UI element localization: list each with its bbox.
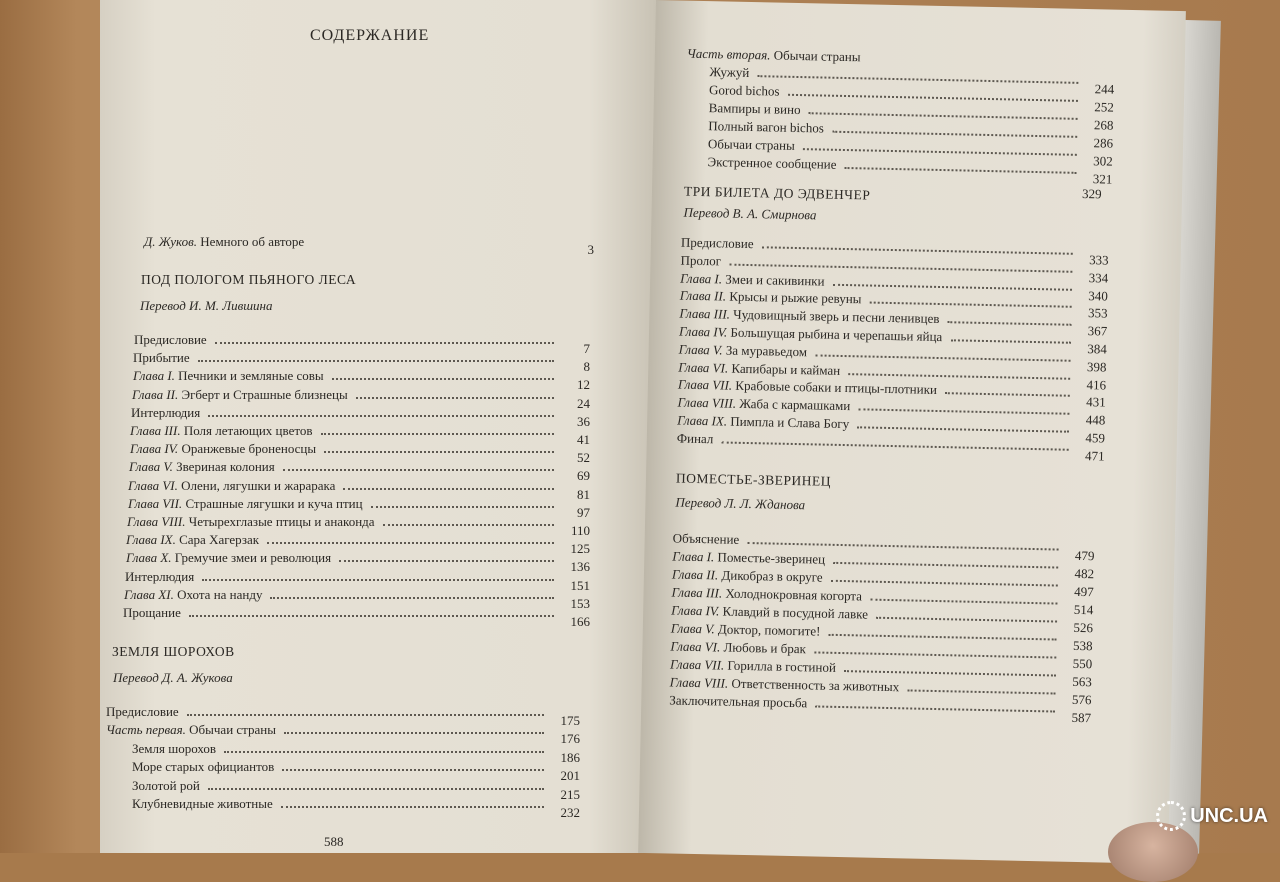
chapter-title: Экстренное сообщение [707, 154, 837, 172]
page-ref: 215 [560, 786, 580, 802]
page-ref: 538 [1072, 637, 1093, 654]
toc-entry-label [132, 796, 273, 811]
toc-entry [126, 531, 590, 557]
intro-author: Д. Жуков. [144, 234, 198, 249]
chapter-title: Интерлюдия [131, 404, 201, 420]
dot-leader [332, 378, 554, 380]
dot-leader [267, 542, 554, 544]
chapter-title: Прибытие [133, 350, 190, 366]
chapter-title: Обычаи страны [707, 136, 795, 153]
toc-entry [128, 477, 590, 502]
chapter-title: Вампиры и вино [708, 100, 801, 118]
toc-entry-label [677, 413, 849, 432]
chapter-title: Дикобраз в округе [721, 567, 823, 585]
toc-entry-label [671, 584, 862, 603]
chapter-prefix: Глава I. [680, 270, 723, 287]
dot-leader [858, 409, 1069, 415]
chapter-title: Крысы и рыжие ревуны [729, 288, 862, 307]
toc-entry [133, 367, 590, 393]
chapter-title: Предисловие [106, 704, 179, 719]
dot-leader [803, 148, 1077, 156]
dot-leader [283, 469, 554, 471]
toc-entry-label [132, 741, 216, 756]
page-ref: 321 [1092, 171, 1113, 187]
chapter-title: Золотой рой [132, 777, 200, 793]
toc-entry-label [708, 136, 795, 153]
page-ref: 12 [577, 377, 590, 393]
toc-entry [132, 795, 580, 820]
page-ref: 333 [1089, 252, 1109, 268]
dot-leader [833, 562, 1058, 569]
chapter-title: Страшные лягушки и куча птиц [185, 495, 363, 511]
left-page [100, 0, 656, 853]
chapter-prefix: Глава V. [678, 341, 723, 358]
page-ref: 576 [1071, 691, 1092, 708]
dot-leader [829, 634, 1057, 641]
page-number: 588 [324, 834, 344, 849]
toc-entry-label [670, 638, 806, 656]
toc-entry [131, 404, 590, 429]
dot-leader [284, 732, 544, 734]
page-ref: 563 [1072, 673, 1092, 690]
toc-entry-label [669, 692, 807, 710]
chapter-title: Гремучие змеи и революция [174, 550, 332, 566]
dot-leader [950, 339, 1070, 344]
dot-leader [187, 714, 544, 716]
page-ref: 334 [1088, 269, 1109, 286]
toc-entry [123, 604, 590, 629]
section-heading-2: ЗЕМЛЯ ШОРОХОВ [112, 644, 235, 659]
chapter-prefix: Глава IV. [130, 441, 179, 457]
chapter-prefix: Глава V. [670, 620, 715, 637]
section-heading-1: ПОД ПОЛОГОМ ПЬЯНОГО ЛЕСА [141, 272, 357, 287]
dot-leader [383, 524, 554, 526]
dot-leader [722, 441, 1069, 450]
toc-entry-intro [144, 233, 594, 257]
dot-leader [876, 617, 1057, 623]
toc-entry-label [671, 602, 868, 621]
section-heading-3: ТРИ БИЛЕТА ДО ЭДВЕНЧЕР [683, 183, 871, 203]
part2-title: Обычаи страны [773, 47, 861, 65]
page-ref: 367 [1087, 323, 1108, 339]
page-ref: 514 [1073, 601, 1094, 618]
toc-entry-label [709, 64, 749, 80]
page-ref: 302 [1093, 153, 1113, 169]
section-translator-2: Перевод Д. А. Жукова [113, 670, 233, 685]
dot-leader [832, 131, 1077, 138]
dot-leader [270, 597, 554, 599]
chapter-title: Доктор, помогите! [717, 621, 821, 639]
dot-leader [857, 426, 1069, 432]
chapter-prefix: Глава XI. [124, 586, 174, 602]
toc-entry-label [680, 270, 825, 288]
chapter-prefix: Глава IX. [126, 532, 176, 548]
page-ref: 353 [1087, 305, 1108, 321]
chapter-prefix: Глава I. [133, 368, 175, 384]
chapter-prefix: Глава VI. [670, 638, 721, 655]
dot-leader [788, 94, 1078, 102]
page-ref: 153 [570, 595, 590, 611]
toc-entry-label [131, 405, 200, 420]
chapter-title: Горилла в гостиной [727, 657, 837, 675]
toc-entry [106, 721, 580, 747]
dot-leader [815, 354, 1070, 361]
chapter-prefix: Глава II. [132, 386, 179, 402]
chapter-prefix: Глава III. [679, 305, 731, 322]
chapter-title: Прощание [123, 605, 181, 620]
page-title: СОДЕРЖАНИЕ [310, 27, 430, 44]
chapter-prefix: Глава VII. [128, 495, 183, 511]
chapter-title: Земля шорохов [132, 740, 217, 756]
page-ref: 398 [1086, 358, 1107, 375]
toc-entry-label [677, 430, 714, 446]
chapter-prefix: Глава III. [671, 584, 723, 601]
page-ref: 201 [560, 768, 580, 784]
toc-entry-label [707, 154, 836, 172]
toc-entry-label [678, 359, 840, 377]
watermark-text: UNC.UA [1190, 804, 1268, 827]
page-ref: 448 [1085, 412, 1106, 428]
page-ref: 175 [560, 713, 580, 728]
dot-leader [948, 321, 1072, 326]
toc-entry-label [132, 759, 274, 774]
dot-leader [833, 283, 1072, 290]
dot-leader [809, 112, 1078, 120]
page-ref: 471 [1084, 447, 1105, 464]
chapter-title: Полный вагон bichos [708, 118, 825, 136]
toc-entry-label [127, 514, 375, 529]
page-ref: 244 [1094, 81, 1115, 97]
toc-entry-label [672, 548, 825, 566]
toc-entry-label [133, 350, 190, 365]
chapter-title: Клавдий в посудной лавке [722, 603, 869, 622]
toc-entry [132, 758, 580, 784]
dot-leader [339, 560, 554, 562]
toc-entry-label [709, 100, 801, 117]
chapter-title: Жаба с кармашками [739, 396, 851, 414]
chapter-title: Заключительная просьба [669, 692, 808, 711]
chapter-prefix: Часть первая. [106, 722, 186, 738]
page-ref: 69 [577, 468, 590, 484]
chapter-prefix: Глава VIII. [669, 674, 729, 691]
page-ref: 36 [577, 413, 590, 429]
chapter-prefix: Глава II. [679, 287, 727, 304]
chapter-title: Четырехглазые птицы и анаконда [188, 514, 375, 529]
part2-prefix: Часть вторая. [686, 45, 771, 63]
toc-entry [132, 386, 590, 411]
chapter-title: Холоднокровная когорта [725, 585, 863, 604]
toc-entry [126, 549, 590, 575]
page-ref: 8 [583, 359, 590, 375]
chapter-title: Оранжевые броненосцы [181, 441, 317, 457]
toc-entry-label [126, 532, 259, 547]
toc-entry-label [106, 722, 276, 737]
chapter-title: Предисловие [680, 234, 754, 252]
dot-leader [189, 615, 554, 617]
chapter-title: Эгберт и Страшные близнецы [181, 386, 348, 402]
dot-leader [281, 806, 544, 808]
toc-entry [133, 349, 590, 375]
toc-entry [127, 513, 590, 538]
toc-entry-label [672, 566, 823, 584]
toc-entry-label [130, 423, 313, 438]
chapter-title: Предисловие [134, 332, 207, 347]
toc-entry [124, 586, 590, 611]
section-translator-3: Перевод В. А. Смирнова [683, 204, 817, 223]
page-ref: 286 [1093, 135, 1114, 151]
toc-entry [125, 568, 590, 593]
chapter-title: Пимпла и Слава Богу [730, 413, 850, 432]
toc-entry [128, 495, 590, 520]
toc-entry-label [708, 118, 824, 135]
chapter-prefix: Глава V. [129, 459, 173, 475]
dot-leader [343, 488, 554, 490]
toc-entry-label [128, 478, 335, 493]
chapter-title: Олени, лягушки и жарарака [181, 477, 336, 493]
thumb [1108, 822, 1198, 882]
page-ref: 416 [1086, 376, 1107, 393]
sun-logo-icon [1156, 801, 1186, 831]
dot-leader [844, 670, 1056, 676]
page-ref: 110 [570, 523, 590, 538]
toc-entry-label [679, 341, 808, 359]
chapter-title: Пролог [680, 252, 722, 269]
page-ref: 384 [1087, 341, 1107, 357]
section-translator-1: Перевод И. М. Лившина [140, 298, 273, 313]
toc-entry-label [134, 332, 207, 347]
dot-leader [907, 689, 1055, 694]
page-ref: 431 [1086, 394, 1106, 410]
toc-entry-label [132, 387, 348, 402]
chapter-title: За муравьедом [725, 342, 808, 360]
toc-entry-label [673, 530, 740, 546]
toc-entry-label [130, 441, 316, 456]
page-ref: 482 [1074, 565, 1095, 582]
page-ref: 268 [1093, 117, 1114, 133]
toc-entry [132, 777, 580, 802]
toc-entry-label [106, 704, 179, 719]
chapter-title: Капибары и кайман [731, 360, 841, 378]
toc-entry-label [681, 235, 754, 252]
dot-leader [321, 433, 555, 435]
page-ref: 3 [587, 242, 594, 257]
page-ref: 252 [1094, 99, 1115, 115]
page-ref: 136 [570, 559, 590, 575]
page-ref: 550 [1072, 655, 1093, 672]
page-ref: 81 [577, 486, 590, 502]
chapter-title: Обычаи страны [189, 722, 276, 738]
chapter-prefix: Глава VIII. [677, 394, 737, 411]
chapter-title: Клубневидные животные [132, 796, 273, 811]
page-ref: 340 [1088, 287, 1109, 304]
toc-entry-label [129, 459, 275, 474]
dot-leader [208, 415, 554, 417]
chapter-prefix: Глава VI. [678, 359, 729, 376]
section-translator-4: Перевод Л. Л. Жданова [675, 494, 806, 513]
chapter-prefix: Глава X. [126, 550, 172, 566]
chapter-prefix: Глава I. [672, 548, 715, 565]
toc-entry-label [123, 605, 181, 620]
right-page [638, 0, 1186, 864]
chapter-prefix: Глава II. [671, 566, 719, 583]
dot-leader [282, 769, 544, 771]
chapter-title: Море старых официантов [132, 759, 275, 775]
page-ref: 329 [1081, 185, 1102, 202]
dot-leader [848, 373, 1070, 380]
chapter-title: Чудовищный зверь и песни ленивцев [733, 306, 940, 327]
toc-entry [129, 458, 590, 484]
page-ref: 459 [1085, 430, 1106, 446]
dot-leader [815, 705, 1055, 712]
chapter-title: Крабовые собаки и птицы-плотники [735, 378, 938, 398]
toc-entry-label [133, 368, 324, 383]
dot-leader [870, 599, 1057, 605]
chapter-title: Сара Хагерзак [179, 532, 260, 548]
page-ref: 166 [570, 614, 590, 629]
dot-leader [845, 167, 1077, 174]
chapter-title: Большущая рыбина и черепашьи яйца [730, 324, 943, 345]
page-ref: 52 [577, 450, 590, 466]
dot-leader [356, 397, 554, 399]
toc-entry-label [670, 656, 836, 674]
toc-entry-label [709, 82, 780, 98]
toc-entry-label [132, 778, 200, 793]
chapter-title: Финал [676, 430, 714, 447]
dot-leader [324, 451, 554, 453]
chapter-title: Поля летающих цветов [183, 423, 313, 438]
chapter-prefix: Глава VII. [669, 656, 725, 673]
dot-leader [831, 580, 1058, 587]
toc-entry-label [125, 569, 194, 584]
chapter-title: Gorod bichos [708, 82, 780, 99]
chapter-prefix: Глава III. [130, 423, 181, 438]
chapter-prefix: Глава VIII. [127, 514, 186, 529]
toc-entry [106, 703, 580, 728]
chapter-prefix: Глава IX. [677, 412, 728, 429]
toc-entry-label [671, 620, 821, 638]
dot-leader [208, 788, 544, 790]
page-ref: 526 [1073, 619, 1094, 636]
chapter-title: Интерлюдия [125, 568, 195, 584]
chapter-title: Звериная колония [176, 459, 275, 475]
dot-leader [202, 579, 554, 581]
toc-entry [134, 331, 590, 356]
page-ref: 176 [560, 731, 580, 747]
chapter-title: Змеи и сакивинки [725, 271, 825, 289]
chapter-title: Жужуй [709, 64, 750, 80]
chapter-prefix: Глава IV. [671, 602, 720, 619]
chapter-title: Любовь и брак [723, 639, 807, 657]
chapter-prefix: Глава VI. [128, 477, 178, 493]
page-ref: 41 [577, 432, 590, 447]
chapter-title: Печники и земляные совы [178, 368, 324, 384]
toc-entry-label [126, 550, 331, 565]
page-ref: 479 [1074, 547, 1095, 564]
chapter-prefix: Глава VII. [677, 376, 733, 394]
page-ref: 497 [1074, 583, 1094, 600]
dot-leader [945, 393, 1070, 398]
dot-leader [870, 302, 1072, 308]
dot-leader [215, 342, 554, 344]
chapter-prefix: Глава IV. [678, 323, 728, 340]
toc-entry [132, 740, 580, 765]
dot-leader [224, 751, 544, 753]
chapter-title: Поместье-зверинец [717, 549, 826, 567]
page-ref: 125 [570, 541, 590, 557]
page-ref: 7 [583, 341, 590, 356]
chapter-title: Ответственность за животных [731, 675, 900, 695]
page-ref: 97 [577, 504, 590, 520]
toc-entry-label [124, 587, 262, 602]
page-ref: 587 [1071, 709, 1092, 726]
page-ref: 186 [560, 749, 580, 765]
toc-entry-label [128, 496, 363, 511]
dot-leader [371, 506, 554, 508]
dot-leader [198, 360, 554, 362]
page-ref: 24 [577, 395, 590, 411]
page-ref: 151 [570, 577, 590, 593]
toc-entry-label [677, 395, 850, 414]
section-heading-4: ПОМЕСТЬЕ-ЗВЕРИНЕЦ [675, 470, 832, 489]
toc-entry-label [680, 252, 721, 268]
dot-leader [814, 651, 1056, 658]
toc-entry [130, 440, 590, 466]
chapter-title: Объяснение [672, 530, 740, 547]
toc-entry-label [680, 288, 862, 307]
page-ref: 232 [560, 805, 580, 820]
toc-entry [130, 422, 590, 447]
watermark [1156, 801, 1268, 831]
intro-title: Немного об авторе [200, 234, 305, 249]
chapter-title: Охота на нанду [177, 586, 263, 602]
